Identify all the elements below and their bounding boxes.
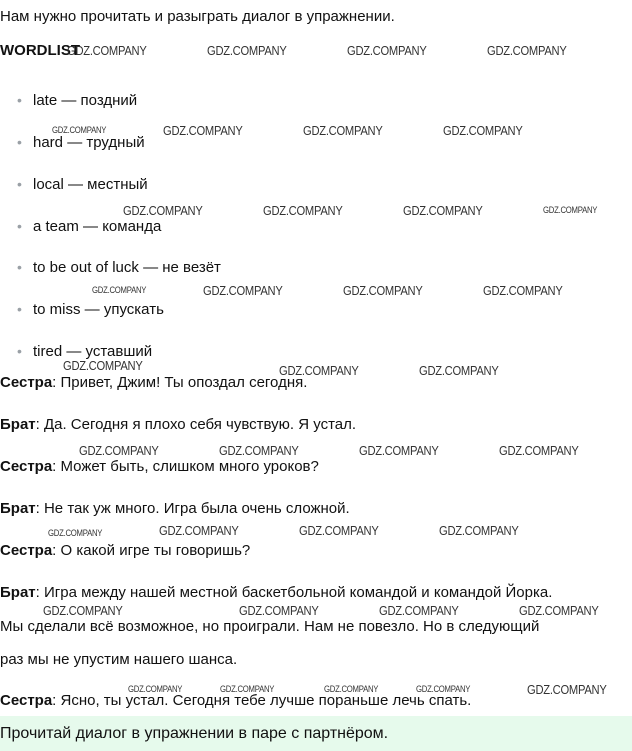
watermark: GDZ.COMPANY [359, 443, 439, 458]
watermark: GDZ.COMPANY [128, 684, 183, 694]
watermark: GDZ.COMPANY [443, 123, 523, 138]
bullet-icon: • [17, 301, 22, 317]
dialogue-text: : Да. Сегодня я плохо себя чувствую. Я устал. [35, 416, 357, 433]
dialogue-line [0, 416, 356, 433]
watermark: GDZ.COMPANY [207, 43, 287, 58]
watermark: GDZ.COMPANY [79, 443, 159, 458]
speaker-label: Сестра [0, 692, 53, 709]
speaker-label: Сестра [0, 458, 53, 475]
watermark: GDZ.COMPANY [403, 203, 483, 218]
dialogue-text: : Ясно, ты устал. Сегодня тебе лучше пораньше лечь спать. [52, 692, 472, 709]
watermark: GDZ.COMPANY [519, 603, 599, 618]
wordlist-entry: late — поздний [33, 92, 138, 109]
watermark: GDZ.COMPANY [419, 363, 499, 378]
speaker-label: Сестра [0, 374, 53, 391]
watermark: GDZ.COMPANY [483, 283, 563, 298]
watermark: GDZ.COMPANY [487, 43, 567, 58]
speaker-label: Брат [0, 584, 36, 601]
dialogue-text: : Привет, Джим! Ты опоздал сегодня. [52, 374, 308, 391]
watermark: GDZ.COMPANY [324, 684, 379, 694]
dialogue-line [0, 458, 319, 475]
watermark: GDZ.COMPANY [52, 125, 107, 135]
wordlist-entry: local — местный [33, 176, 148, 193]
watermark: GDZ.COMPANY [159, 523, 239, 538]
watermark: GDZ.COMPANY [219, 443, 299, 458]
wordlist-entry: to be out of luck — не везёт [33, 259, 221, 276]
dialogue-text: : О какой игре ты говоришь? [52, 542, 251, 559]
watermark: GDZ.COMPANY [43, 603, 123, 618]
speaker-label: Брат [0, 500, 36, 517]
watermark: GDZ.COMPANY [303, 123, 383, 138]
watermark: GDZ.COMPANY [543, 205, 598, 215]
speaker-label: Сестра [0, 542, 53, 559]
dialogue-text: : Игра между нашей местной баскетбольной командой и командой Йорка. [35, 584, 553, 601]
task-banner [0, 716, 632, 751]
dialogue-line [0, 618, 539, 635]
watermark: GDZ.COMPANY [239, 603, 319, 618]
speaker-label: Брат [0, 416, 36, 433]
dialogue-text: Мы сделали всё возможное, но проиграли. Нам не повезло. Но в следующий [0, 618, 540, 635]
watermark: GDZ.COMPANY [439, 523, 519, 538]
watermark: GDZ.COMPANY [163, 123, 243, 138]
task-banner-text: Прочитай диалог в упражнении в паре с партнёром. [0, 725, 389, 742]
watermark: GDZ.COMPANY [343, 283, 423, 298]
watermark: GDZ.COMPANY [220, 684, 275, 694]
wordlist-entry: to miss — упускать [33, 301, 164, 318]
bullet-icon: • [17, 176, 22, 192]
dialogue-text: раз мы не упустим нашего шанса. [0, 651, 238, 668]
watermark: GDZ.COMPANY [67, 43, 147, 58]
dialogue-line [0, 374, 307, 391]
watermark: GDZ.COMPANY [499, 443, 579, 458]
wordlist-title: WORDLIST [0, 42, 80, 59]
watermark: GDZ.COMPANY [48, 528, 103, 538]
bullet-icon: • [17, 92, 22, 108]
wordlist-entry: hard — трудный [33, 134, 145, 151]
dialogue-line [0, 692, 471, 709]
dialogue-line [0, 500, 350, 517]
dialogue-line [0, 542, 250, 559]
bullet-icon: • [17, 343, 22, 359]
watermark: GDZ.COMPANY [123, 203, 203, 218]
watermark: GDZ.COMPANY [203, 283, 283, 298]
watermark: GDZ.COMPANY [279, 363, 359, 378]
intro-text: Нам нужно прочитать и разыграть диалог в упражнении. [0, 8, 395, 25]
watermark: GDZ.COMPANY [416, 684, 471, 694]
dialogue-line [0, 651, 237, 668]
bullet-icon: • [17, 134, 22, 150]
watermark: GDZ.COMPANY [347, 43, 427, 58]
bullet-icon: • [17, 259, 22, 275]
watermark: GDZ.COMPANY [263, 203, 343, 218]
bullet-icon: • [17, 218, 22, 234]
watermark: GDZ.COMPANY [299, 523, 379, 538]
watermark: GDZ.COMPANY [379, 603, 459, 618]
wordlist-entry: tired — уставший [33, 343, 153, 360]
watermark: GDZ.COMPANY [63, 358, 143, 373]
watermark: GDZ.COMPANY [92, 285, 147, 295]
dialogue-text: : Не так уж много. Игра была очень сложной. [35, 500, 350, 517]
wordlist-entry: a team — команда [33, 218, 162, 235]
watermark: GDZ.COMPANY [527, 682, 607, 697]
dialogue-text: : Может быть, слишком много уроков? [52, 458, 319, 475]
dialogue-line [0, 584, 552, 601]
